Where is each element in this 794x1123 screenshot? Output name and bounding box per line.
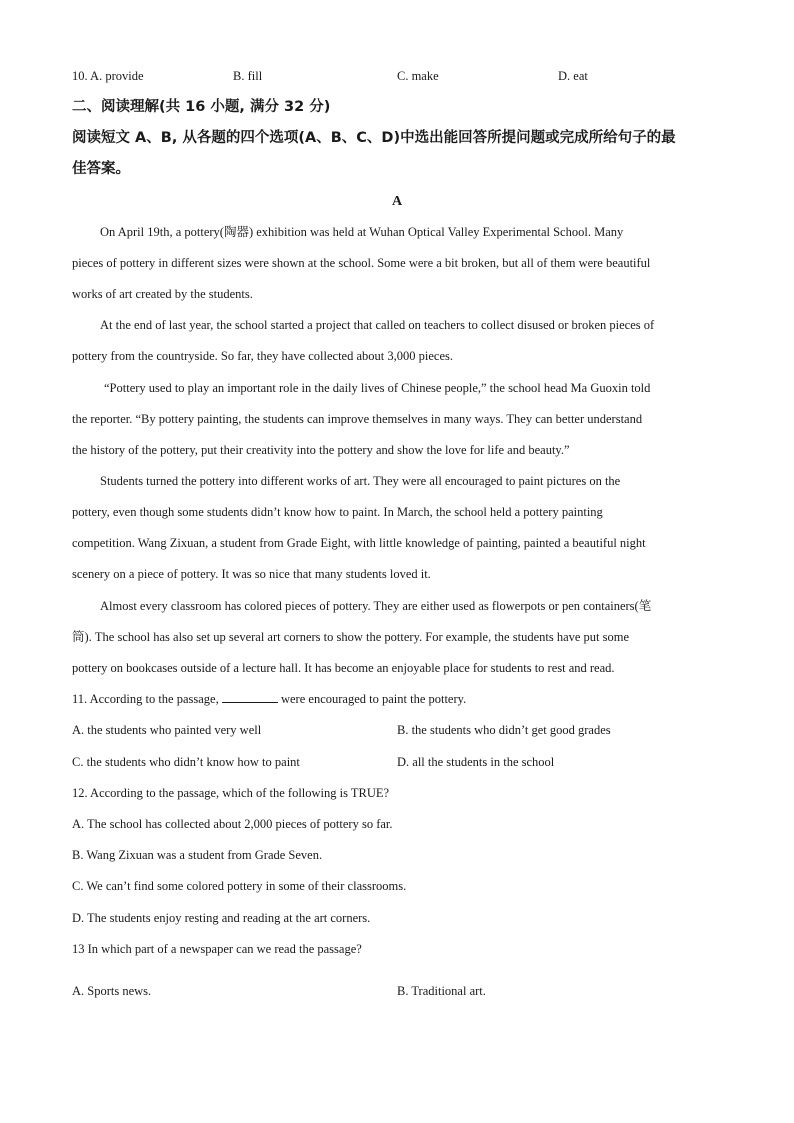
passage-line: “Pottery used to play an important role in the daily lives of Chinese people,” the school head Ma Guoxin told [104,381,651,395]
section-instruction-line2: 佳答案。 [72,161,130,177]
q10-option-b: B. fill [233,69,263,83]
q11-stem-before: 11. According to the passage, [72,692,219,706]
passage-line: On April 19th, a pottery(陶器) exhibition was held at Wuhan Optical Valley Experimental School. Many [100,225,624,239]
passage-title: A [391,194,403,209]
q12-stem: 12. According to the passage, which of the following is TRUE? [72,786,390,800]
passage-line: Almost every classroom has colored pieces of pottery. They are either used as flowerpots or pen containers(笔 [100,599,652,613]
passage-line: scenery on a piece of pottery. It was so nice that many students loved it. [72,567,431,581]
answer-blank [222,690,278,703]
passage-line: the reporter. “By pottery painting, the students can improve themselves in many ways. They can better understand [72,412,643,426]
passage-line: the history of the pottery, put their creativity into the pottery and show the love for life and beauty.” [72,443,570,457]
section-instruction-line1: 阅读短文 A、B, 从各题的四个选项(A、B、C、D)中选出能回答所提问题或完成所给句子的最 [72,130,676,146]
q11-option-c: C. the students who didn’t know how to paint [72,755,300,769]
q13-stem: 13 In which part of a newspaper can we read the passage? [72,942,362,956]
q13-option-b: B. Traditional art. [397,984,486,998]
passage-line: 筒). The school has also set up several art corners to show the pottery. For example, the students have put some [72,630,630,644]
q10-option-d: D. eat [558,69,588,83]
q10-option-a: 10. A. provide [72,69,144,83]
q11-option-b: B. the students who didn’t get good grades [397,723,611,737]
passage-line: pottery, even though some students didn’t know how to paint. In March, the school held a pottery painting [72,505,603,519]
q11-option-d: D. all the students in the school [397,755,555,769]
passage-line: At the end of last year, the school started a project that called on teachers to collect disused or broken pieces of [100,318,655,332]
passage-line: pottery on bookcases outside of a lecture hall. It has become an enjoyable place for students to rest and read. [72,661,615,675]
q10-option-c: C. make [397,69,439,83]
q12-option-b: B. Wang Zixuan was a student from Grade Seven. [72,848,323,862]
q12-option-c: C. We can’t find some colored pottery in some of their classrooms. [72,879,407,893]
q11-stem-after: were encouraged to paint the pottery. [280,692,467,706]
passage-line: pottery from the countryside. So far, they have collected about 3,000 pieces. [72,349,453,363]
q13-option-a: A. Sports news. [72,984,152,998]
q12-option-a: A. The school has collected about 2,000 pieces of pottery so far. [72,817,393,831]
q11-stem [72,690,466,708]
section-heading: 二、阅读理解(共 16 小题, 满分 32 分) [72,99,331,115]
passage-line: pieces of pottery in different sizes were shown at the school. Some were a bit broken, but all of them were beautiful [72,256,651,270]
q12-option-d: D. The students enjoy resting and reading at the art corners. [72,911,371,925]
passage-line: works of art created by the students. [72,287,253,301]
passage-line: competition. Wang Zixuan, a student from Grade Eight, with little knowledge of painting, painted a beautiful night [72,536,646,550]
passage-line: Students turned the pottery into different works of art. They were all encouraged to paint pictures on the [100,474,621,488]
q11-option-a: A. the students who painted very well [72,723,262,737]
